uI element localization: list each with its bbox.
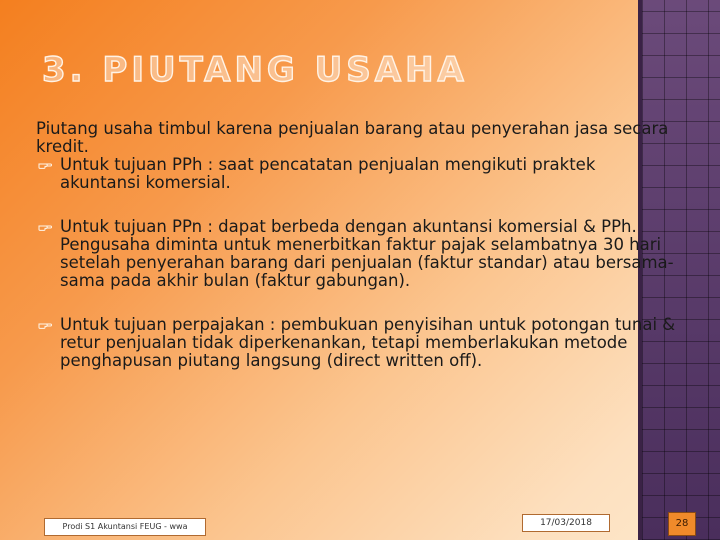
footer-date: 17/03/2018 <box>522 514 610 532</box>
bullet-item-ppn <box>36 218 676 290</box>
footer-source: Prodi S1 Akuntansi FEUG - wwa <box>44 518 206 536</box>
intro-text: Piutang usaha timbul karena penjualan barang atau penyerahan jasa secara kredit. <box>36 119 669 156</box>
bullet-text: Untuk tujuan perpajakan : pembukuan penyisihan untuk potongan tunai & retur penjualan tidak diperkenankan, tetapi memberlakukan metode penghapusan piutang langsung (direct written off). <box>60 315 676 370</box>
pointing-hand-icon <box>38 220 52 234</box>
bullet-item-pph <box>36 156 676 192</box>
slide-title: 3. PIUTANG USAHA <box>42 50 468 90</box>
bullet-text: Untuk tujuan PPh : saat pencatatan penjualan mengikuti praktek akuntansi komersial. <box>60 155 596 192</box>
pointing-hand-icon <box>38 158 52 172</box>
slide-content <box>36 120 676 370</box>
bullet-item-perpajakan <box>36 316 676 370</box>
page-number-badge: 28 <box>668 512 696 536</box>
pointing-hand-icon <box>38 318 52 332</box>
bullet-text: Untuk tujuan PPn : dapat berbeda dengan akuntansi komersial & PPh. Pengusaha diminta untuk menerbitkan faktur pajak selambatnya 30 hari setelah penyerahan barang dari penjualan (faktur standar) atau bersama-sama pada akhir bulan (faktur gabungan). <box>60 217 674 290</box>
